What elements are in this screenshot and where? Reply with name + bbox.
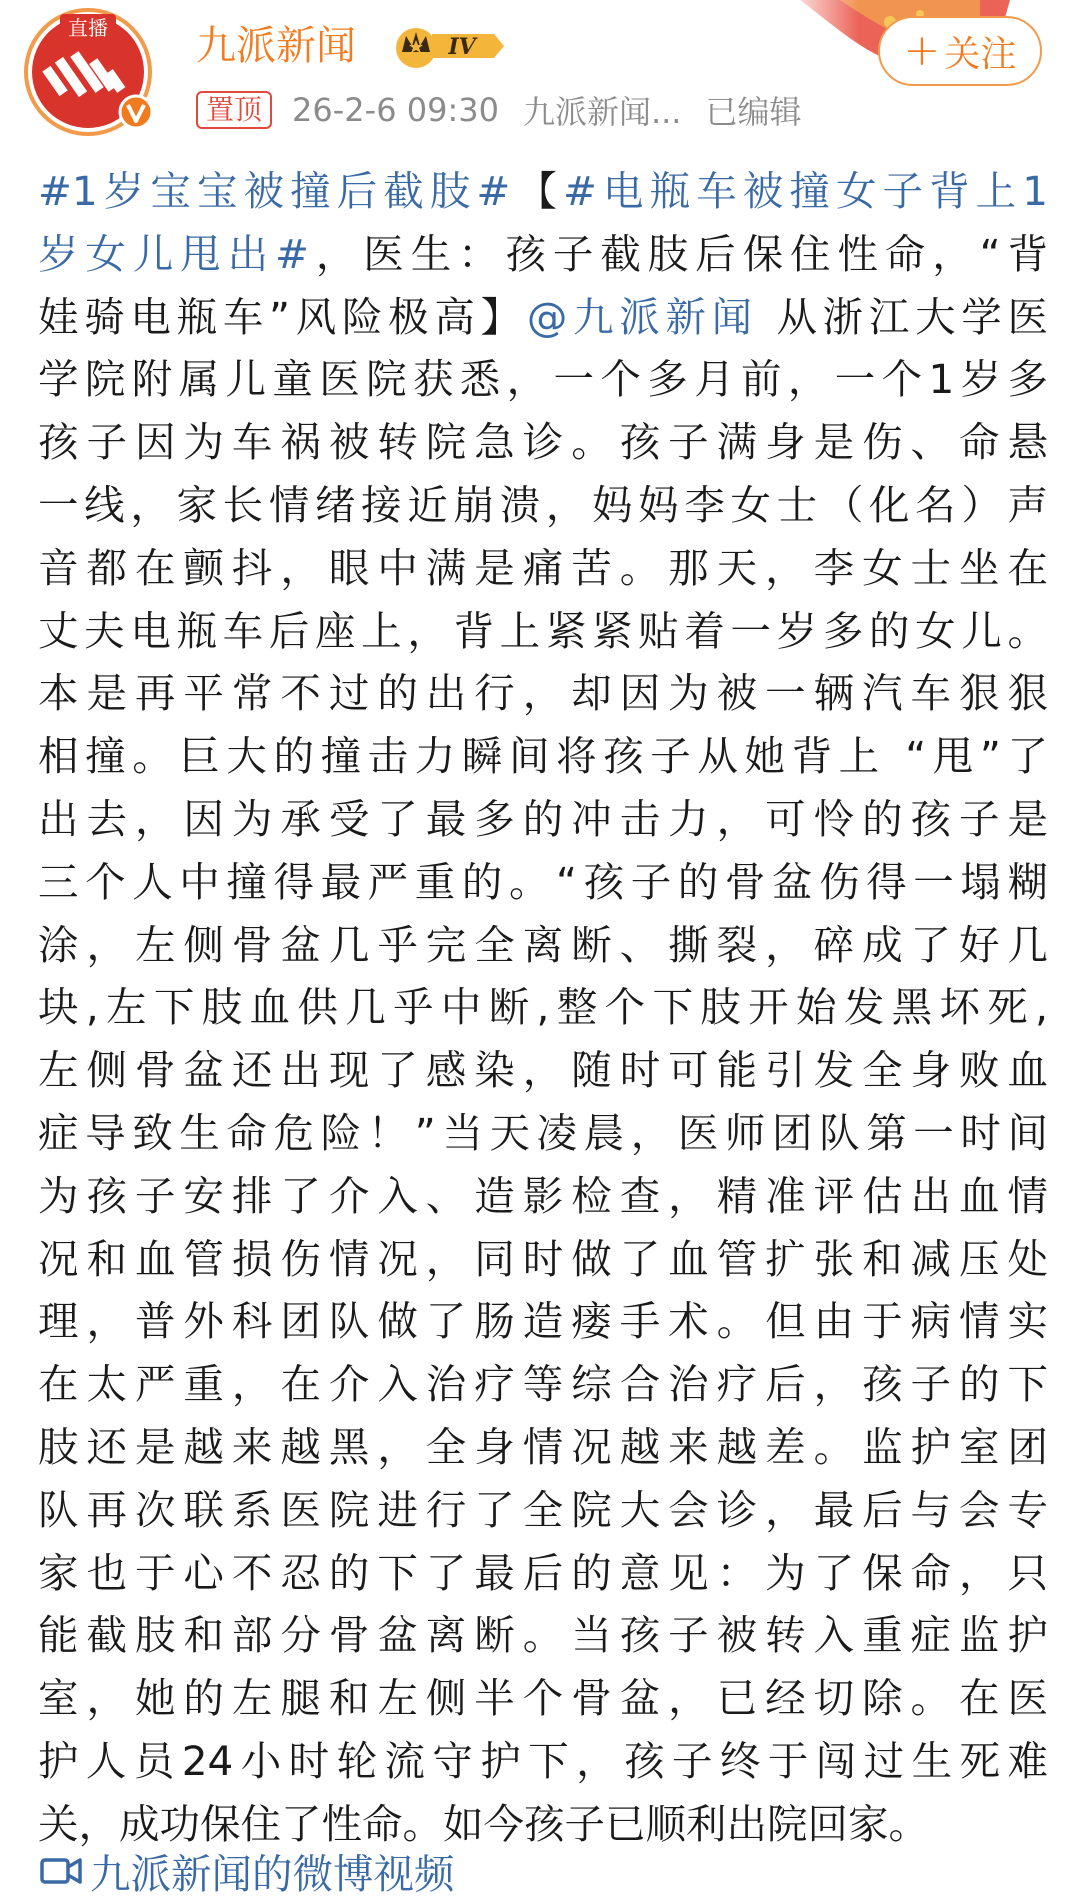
post-text-line	[38, 1039, 1048, 1102]
post-text-line	[38, 1479, 1048, 1542]
post-text-segment: 音都在颤抖，眼中满是痛苦。那天，李女士坐在	[38, 543, 1048, 592]
post-text-line	[38, 1730, 1048, 1793]
post-text-segment: 三个人中撞得最严重的。“孩子的骨盆伤得一塌糊	[38, 857, 1048, 906]
plus-icon: +	[903, 25, 941, 76]
avatar[interactable]	[20, 4, 178, 142]
post-text-line	[38, 348, 1048, 411]
post-timestamp: 26-2-6 09:30	[292, 91, 499, 129]
post-text-line	[38, 537, 1048, 600]
post-text-line	[38, 411, 1048, 474]
post-text-line	[38, 1667, 1048, 1730]
post-text-segment: 家也于心不忍的下了最后的意见：为了保命，只	[38, 1548, 1048, 1597]
hashtag-link[interactable]: 岁女儿甩出#	[38, 229, 309, 278]
post-text-line	[38, 223, 1048, 286]
post-text-segment: 块,左下肢血供几乎中断,整个下肢开始发黑坏死,	[38, 983, 1048, 1032]
post-text-segment: 从浙江大学医	[757, 292, 1049, 341]
post-text-segment: 相撞。巨大的撞击力瞬间将孩子从她背上 “甩”了	[38, 732, 1048, 781]
post-text-line	[38, 976, 1048, 1039]
post-text-segment: 涂，左侧骨盆几乎完全离断、撕裂，碎成了好几	[38, 920, 1048, 969]
hashtag-link[interactable]: #电瓶车被撞女子背上1	[563, 167, 1049, 215]
post-text-segment: 娃骑电瓶车”风险极高】	[38, 292, 527, 341]
edited-label: 已编辑	[705, 93, 802, 131]
post-text-segment: 丈夫电瓶车后座上，背上紧紧贴着一岁多的女儿。	[38, 606, 1048, 655]
post-text-segment: 护人员24小时轮流守护下，孩子终于闯过生死难	[38, 1736, 1048, 1785]
post-source[interactable]: 九派新闻...	[522, 93, 682, 131]
post-text-segment: 关，成功保住了性命。如今孩子已顺利出院回家。	[38, 1799, 929, 1848]
crown-icon	[396, 28, 436, 68]
author-name[interactable]: 九派新闻	[196, 23, 356, 69]
post-text-line	[38, 662, 1048, 725]
post-text-line	[38, 1165, 1048, 1228]
level-badge	[392, 22, 510, 70]
avatar-live-label: 直播	[68, 16, 108, 40]
pinned-badge: 置顶	[196, 91, 272, 129]
post-body	[38, 160, 1048, 1856]
post-text-segment: 【	[510, 167, 564, 215]
video-link-label: 九派新闻的微博视频	[90, 1849, 455, 1898]
post-text-line	[38, 1228, 1048, 1291]
post-text-segment: 一线，家长情绪接近崩溃，妈妈李女士（化名）声	[38, 480, 1048, 529]
post-text-line	[38, 914, 1048, 977]
post-text-segment: ，医生：孩子截肢后保住性命，“背	[308, 229, 1049, 278]
post-text-line	[38, 160, 1048, 223]
post-text-line	[38, 1290, 1048, 1353]
post-text-line	[38, 286, 1048, 349]
video-camera-icon	[38, 1850, 84, 1890]
post-text-line	[38, 1353, 1048, 1416]
post-text-segment: 学院附属儿童医院获悉，一个多月前，一个1岁多	[38, 355, 1048, 404]
post-text-segment: 为孩子安排了介入、造影检查，精准评估出血情	[38, 1171, 1048, 1220]
post-text-segment: 左侧骨盆还出现了感染，随时可能引发全身败血	[38, 1046, 1048, 1095]
post-text-line	[38, 1542, 1048, 1605]
follow-button[interactable]	[878, 16, 1042, 86]
post-text-segment: 孩子因为车祸被转院急诊。孩子满身是伤、命悬	[38, 418, 1048, 467]
verified-badge-icon	[120, 96, 152, 128]
post-text-segment: 况和血管损伤情况，同时做了血管扩张和减压处	[38, 1234, 1048, 1283]
video-link[interactable]	[38, 1842, 455, 1898]
post-text-line	[38, 1416, 1048, 1479]
post-text-segment: 室，她的左腿和左侧半个骨盆，已经切除。在医	[38, 1674, 1048, 1723]
post-text-segment: 能截肢和部分骨盆离断。当孩子被转入重症监护	[38, 1611, 1048, 1660]
post-text-segment: 症导致生命危险！”当天凌晨，医师团队第一时间	[38, 1108, 1048, 1157]
post-text-line	[38, 1102, 1048, 1165]
post-text-line	[38, 788, 1048, 851]
post-text-line	[38, 474, 1048, 537]
post-text-segment: 出去，因为承受了最多的冲击力，可怜的孩子是	[38, 794, 1048, 843]
post-text-line	[38, 851, 1048, 914]
post-text-segment: 理，普外科团队做了肠造瘘手术。但由于病情实	[38, 1297, 1048, 1346]
mention-link[interactable]: @九派新闻	[526, 292, 758, 341]
post-text-line	[38, 1604, 1048, 1667]
post-meta	[196, 86, 801, 134]
level-badge-label: IV	[448, 34, 476, 60]
post-text-segment: 在太严重，在介入治疗等综合治疗后，孩子的下	[38, 1360, 1048, 1409]
post-header	[0, 0, 1080, 150]
post-text-segment: 本是再平常不过的出行，却因为被一辆汽车狠狠	[38, 669, 1048, 718]
post-text-segment: 队再次联系医院进行了全院大会诊，最后与会专	[38, 1485, 1048, 1534]
post-text-line	[38, 725, 1048, 788]
post-text-segment: 肢还是越来越黑，全身情况越来越差。监护室团	[38, 1422, 1048, 1471]
post-text-line	[38, 600, 1048, 663]
hashtag-link[interactable]: #1岁宝宝被撞后截肢#	[38, 167, 511, 215]
follow-button-label: 关注	[944, 33, 1017, 75]
